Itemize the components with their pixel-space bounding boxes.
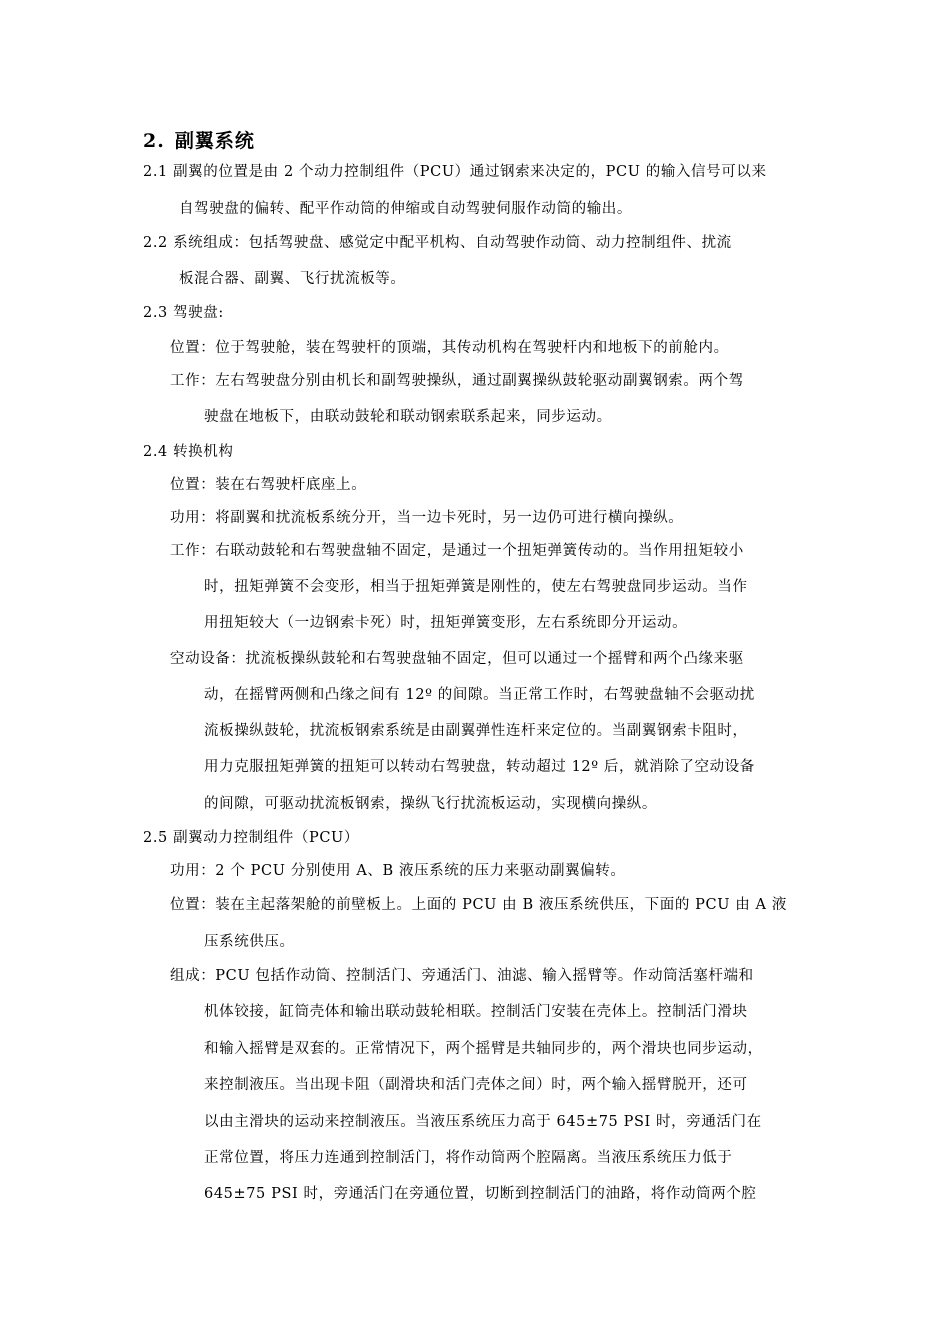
subsection-heading: 2.4 转换机构 [143,444,234,460]
paragraph-line: 645±75 PSI 时，旁通活门在旁通位置，切断到控制活门的油路，将作动筒两个腔 [204,1186,757,1202]
paragraph-line: 空动设备：扰流板操纵鼓轮和右驾驶盘轴不固定，但可以通过一个摇臂和两个凸缘来驱 [170,651,744,667]
paragraph-line: 功用：将副翼和扰流板系统分开，当一边卡死时，另一边仍可进行横向操纵。 [170,510,684,526]
paragraph-line: 用扭矩较大（一边钢索卡死）时，扭矩弹簧变形，左右系统即分开运动。 [204,615,688,631]
section-title-number: 2. [143,130,165,152]
paragraph-line: 机体铰接，缸筒壳体和输出联动鼓轮相联。控制活门安装在壳体上。控制活门滑块 [204,1004,748,1020]
paragraph-line: 和输入摇臂是双套的。正常情况下，两个摇臂是共轴同步的，两个滑块也同步运动， [204,1041,763,1057]
paragraph-line: 位置：装在主起落架舱的前壁板上。上面的 PCU 由 B 液压系统供压，下面的 PCU 由 A 液 [170,897,787,913]
paragraph-line: 位置：位于驾驶舱，装在驾驶杆的顶端，其传动机构在驾驶杆内和地板下的前舱内。 [170,340,729,356]
subsection-heading: 2.5 副翼动力控制组件（PCU） [143,830,359,846]
paragraph-line: 流板操纵鼓轮，扰流板钢索系统是由副翼弹性连杆来定位的。当副翼钢索卡阻时， [204,723,748,739]
paragraph-line: 自驾驶盘的偏转、配平作动筒的伸缩或自动驾驶伺服作动筒的输出。 [179,201,632,217]
paragraph-line: 2.2 系统组成：包括驾驶盘、感觉定中配平机构、自动驾驶作动筒、动力控制组件、扰流 [143,235,732,251]
paragraph-line: 2.1 副翼的位置是由 2 个动力控制组件（PCU）通过钢索来决定的，PCU 的输入信号可以来 [143,164,767,180]
paragraph-line: 时，扭矩弹簧不会变形，相当于扭矩弹簧是刚性的，使左右驾驶盘同步运动。当作 [204,579,748,595]
paragraph-line: 正常位置，将压力连通到控制活门，将作动筒两个腔隔离。当液压系统压力低于 [204,1150,733,1166]
paragraph-line: 工作：右联动鼓轮和右驾驶盘轴不固定，是通过一个扭矩弹簧传动的。当作用扭矩较小 [170,543,744,559]
paragraph-line: 组成：PCU 包括作动筒、控制活门、旁通活门、油滤、输入摇臂等。作动筒活塞杆端和 [170,968,754,984]
subsection-heading: 2.3 驾驶盘: [143,305,224,321]
paragraph-line: 功用：2 个 PCU 分别使用 A、B 液压系统的压力来驱动副翼偏转。 [170,863,626,879]
paragraph-line: 来控制液压。当出现卡阻（副滑块和活门壳体之间）时，两个输入摇臂脱开，还可 [204,1077,748,1093]
paragraph-line: 动，在摇臂两侧和凸缘之间有 12º 的间隙。当正常工作时，右驾驶盘轴不会驱动扰 [204,687,755,703]
paragraph-line: 位置：装在右驾驶杆底座上。 [170,477,367,493]
paragraph-line: 用力克服扭矩弹簧的扭矩可以转动右驾驶盘，转动超过 12º 后，就消除了空动设备 [204,759,755,775]
paragraph-line: 驶盘在地板下，由联动鼓轮和联动钢索联系起来，同步运动。 [204,409,612,425]
paragraph-line: 压系统供压。 [204,934,295,950]
paragraph-line: 的间隙，可驱动扰流板钢索，操纵飞行扰流板运动，实现横向操纵。 [204,796,657,812]
paragraph-line: 板混合器、副翼、飞行扰流板等。 [179,271,406,287]
section-title [143,126,255,153]
paragraph-line: 工作：左右驾驶盘分别由机长和副驾驶操纵，通过副翼操纵鼓轮驱动副翼钢索。两个驾 [170,373,744,389]
paragraph-line: 以由主滑块的运动来控制液压。当液压系统压力高于 645±75 PSI 时，旁通活门在 [204,1114,762,1130]
section-title-text: 副翼系统 [174,130,255,152]
